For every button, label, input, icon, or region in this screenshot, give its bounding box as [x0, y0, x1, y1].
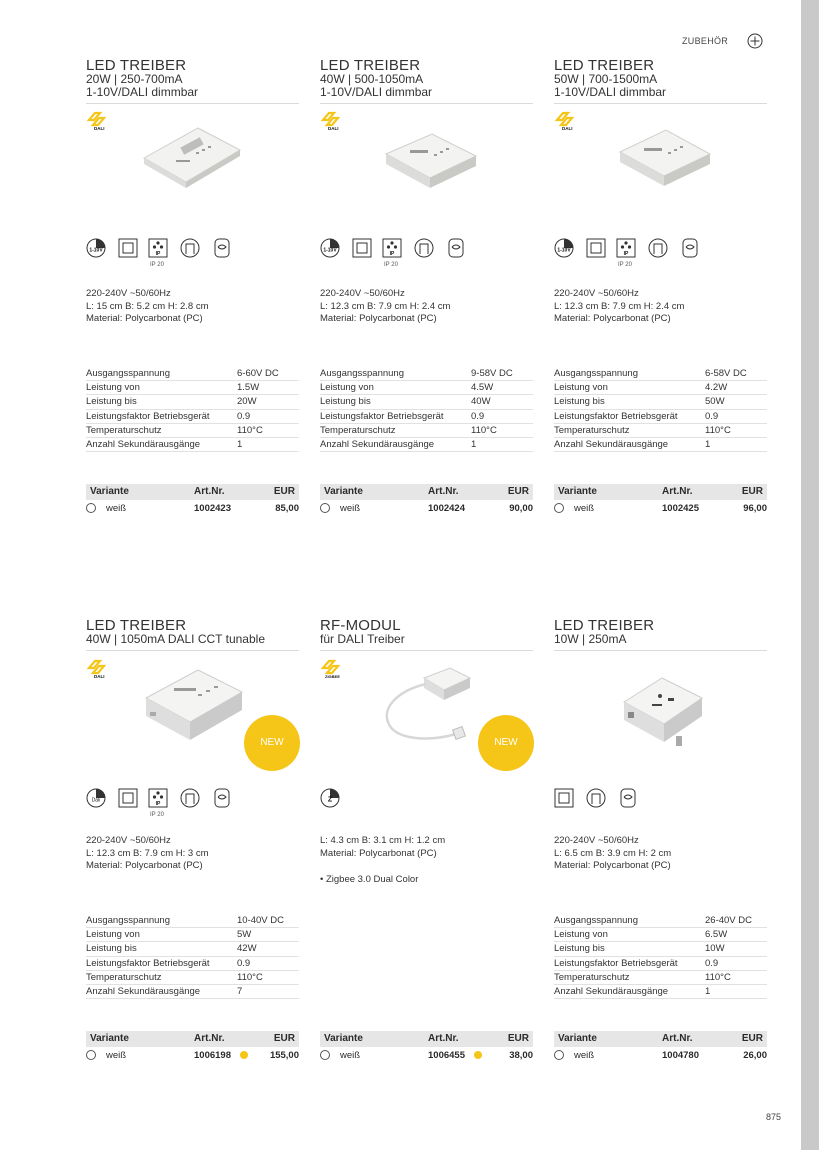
feature-icons — [86, 788, 299, 822]
variant-table — [86, 1031, 299, 1063]
spec-label: Leistung von — [554, 381, 705, 395]
spec-table — [86, 914, 299, 999]
spec-row — [320, 409, 533, 423]
spec-row — [320, 437, 533, 451]
product-card-1006455 — [320, 618, 533, 1068]
spec-label: Temperaturschutz — [86, 423, 237, 437]
desc-line: L: 12.3 cm B: 7.9 cm H: 2.4 cm — [554, 300, 685, 312]
spec-label: Anzahl Sekundärausgänge — [320, 437, 471, 451]
variant-radio[interactable] — [554, 503, 564, 513]
svg-text:IP: IP — [155, 251, 161, 257]
desc-line: 220-240V ~50/60Hz — [554, 835, 639, 846]
dali-logo-icon — [86, 656, 110, 680]
spec-row — [320, 423, 533, 437]
spec-label: Leistungsfaktor Betriebsgerät — [86, 409, 237, 423]
page-number: 875 — [766, 1112, 782, 1122]
spec-value: 0.9 — [237, 409, 299, 423]
variant-table-header — [554, 1031, 767, 1047]
spec-value: 7 — [237, 984, 299, 998]
new-indicator-dot — [474, 1051, 482, 1059]
product-title: LED TREIBER — [320, 57, 421, 74]
furniture-mount-icon — [180, 238, 200, 258]
art-header: Art.Nr. — [662, 1033, 693, 1044]
art-header: Art.Nr. — [428, 486, 459, 497]
feature-icons — [320, 238, 533, 272]
ip20-icon — [616, 238, 636, 258]
protection-class-icon — [118, 788, 138, 808]
spec-row — [320, 381, 533, 395]
spec-label: Ausgangsspannung — [86, 914, 237, 928]
page-edge-bar — [801, 0, 819, 1150]
spec-row — [86, 984, 299, 998]
product-description — [554, 288, 767, 326]
dali-logo-icon — [86, 108, 110, 132]
spec-row — [86, 956, 299, 970]
divider — [320, 103, 533, 104]
svg-text:Z: Z — [327, 796, 333, 804]
svg-text:DALI: DALI — [94, 674, 105, 679]
desc-line: 220-240V ~50/60Hz — [554, 288, 639, 299]
desc-line: Material: Polycarbonat (PC) — [554, 860, 671, 871]
desc-line: L: 6.5 cm B: 3.9 cm H: 2 cm — [554, 847, 672, 859]
svg-text:IP: IP — [623, 251, 629, 257]
variant-radio[interactable] — [320, 1050, 330, 1060]
spec-label: Anzahl Sekundärausgänge — [86, 984, 237, 998]
svg-text:DALI: DALI — [94, 126, 105, 131]
thermal-protection-icon — [618, 788, 638, 808]
spec-row — [554, 984, 767, 998]
thermal-protection-icon — [212, 788, 232, 808]
variant-row[interactable] — [554, 1047, 767, 1063]
spec-row — [86, 409, 299, 423]
spec-value: 1.5W — [237, 381, 299, 395]
desc-line: 220-240V ~50/60Hz — [320, 288, 405, 299]
spec-label: Leistung bis — [86, 395, 237, 409]
divider — [86, 103, 299, 104]
feature-icons — [86, 238, 299, 272]
variant-name: weiß — [574, 503, 595, 514]
spec-row — [86, 381, 299, 395]
protection-class-icon — [118, 238, 138, 258]
product-subtitle-2: 1-10V/DALI dimmbar — [554, 85, 667, 99]
spec-label: Anzahl Sekundärausgänge — [86, 437, 237, 451]
desc-line: Material: Polycarbonat (PC) — [554, 313, 671, 324]
spec-label: Ausgangsspannung — [320, 367, 471, 381]
driver-product-image — [380, 126, 480, 196]
variant-header: Variante — [324, 486, 363, 497]
product-title: LED TREIBER — [86, 57, 187, 74]
spec-table — [86, 367, 299, 452]
spec-label: Leistung bis — [554, 395, 705, 409]
desc-line: Material: Polycarbonat (PC) — [86, 313, 203, 324]
spec-value: 110°C — [237, 970, 299, 984]
spec-label: Temperaturschutz — [554, 970, 705, 984]
desc-line: Material: Polycarbonat (PC) — [320, 847, 437, 859]
variant-radio[interactable] — [86, 1050, 96, 1060]
spec-value: 0.9 — [237, 956, 299, 970]
section-label: ZUBEHÖR — [682, 36, 729, 46]
desc-line: L: 12.3 cm B: 7.9 cm H: 2.4 cm — [320, 300, 451, 312]
variant-header: Variante — [324, 1033, 363, 1044]
price: 90,00 — [509, 503, 533, 514]
protection-class-icon — [352, 238, 372, 258]
variant-row[interactable] — [86, 1047, 299, 1063]
art-header: Art.Nr. — [194, 486, 225, 497]
price: 38,00 — [509, 1050, 533, 1061]
variant-table — [86, 484, 299, 516]
thermal-protection-icon — [680, 238, 700, 258]
spec-label: Ausgangsspannung — [554, 367, 705, 381]
svg-text:1-10V: 1-10V — [89, 247, 103, 254]
variant-table-header — [320, 1031, 533, 1047]
feature-icons — [320, 788, 533, 822]
spec-row — [86, 942, 299, 956]
variant-radio[interactable] — [320, 503, 330, 513]
price: 155,00 — [269, 1050, 299, 1061]
variant-header: Variante — [558, 486, 597, 497]
spec-value: 42W — [237, 942, 299, 956]
spec-row — [554, 409, 767, 423]
spec-row — [86, 928, 299, 942]
art-header: Art.Nr. — [662, 486, 693, 497]
ip20-icon — [382, 238, 402, 258]
spec-value: 4.5W — [471, 381, 533, 395]
variant-table — [320, 484, 533, 516]
spec-value: 10-40V DC — [237, 914, 299, 928]
svg-text:DALI: DALI — [562, 126, 573, 131]
spec-row — [554, 437, 767, 451]
variant-table — [320, 1031, 533, 1063]
ip20-icon — [148, 788, 168, 808]
spec-label: Leistung bis — [320, 395, 471, 409]
dimmable-icon — [320, 238, 340, 258]
spec-row — [86, 367, 299, 381]
spec-row — [86, 437, 299, 451]
spec-value: 1 — [705, 437, 767, 451]
variant-header: Variante — [90, 486, 129, 497]
product-description — [320, 835, 533, 860]
variant-radio[interactable] — [86, 503, 96, 513]
article-number: 1002424 — [428, 503, 465, 514]
variant-row[interactable] — [554, 500, 767, 516]
desc-line: L: 4.3 cm B: 3.1 cm H: 1.2 cm — [320, 835, 446, 846]
product-subtitle: 40W | 1050mA DALI CCT tunable — [86, 632, 265, 646]
protection-class-icon — [554, 788, 574, 808]
product-card-1002424 — [320, 58, 533, 528]
dimmable-icon — [86, 788, 106, 808]
eur-header: EUR — [741, 486, 763, 497]
spec-value: 6-60V DC — [237, 367, 299, 381]
ip-rating-label: IP 20 — [150, 812, 164, 818]
divider — [554, 103, 767, 104]
new-badge: NEW — [244, 715, 300, 771]
desc-line: Material: Polycarbonat (PC) — [86, 860, 203, 871]
product-subtitle: 10W | 250mA — [554, 632, 627, 646]
eur-header: EUR — [507, 486, 529, 497]
spec-value: 1 — [705, 984, 767, 998]
divider — [554, 650, 767, 651]
variant-table-header — [554, 484, 767, 500]
spec-value: 1 — [471, 437, 533, 451]
art-header: Art.Nr. — [428, 1033, 459, 1044]
product-subtitle-2: 1-10V/DALI dimmbar — [320, 85, 433, 99]
product-subtitle: für DALI Treiber — [320, 632, 405, 646]
spec-row — [86, 914, 299, 928]
spec-value: 1 — [237, 437, 299, 451]
zigbee-logo-icon — [320, 656, 344, 680]
spec-value: 0.9 — [705, 409, 767, 423]
product-description — [86, 835, 299, 873]
eur-header: EUR — [507, 1033, 529, 1044]
desc-line: L: 15 cm B: 5.2 cm H: 2.8 cm — [86, 300, 209, 312]
spec-row — [554, 395, 767, 409]
ip-rating-label: IP 20 — [384, 262, 398, 268]
driver-product-image — [616, 662, 708, 754]
spec-value: 40W — [471, 395, 533, 409]
spec-value: 50W — [705, 395, 767, 409]
spec-row — [554, 970, 767, 984]
spec-table — [554, 367, 767, 452]
spec-label: Leistung von — [554, 928, 705, 942]
spec-row — [554, 914, 767, 928]
spec-value: 0.9 — [705, 956, 767, 970]
spec-label: Leistung von — [86, 928, 237, 942]
feature-icons — [554, 238, 767, 272]
new-badge: NEW — [478, 715, 534, 771]
spec-row — [554, 928, 767, 942]
spec-label: Temperaturschutz — [554, 423, 705, 437]
variant-table-header — [320, 484, 533, 500]
furniture-mount-icon — [586, 788, 606, 808]
eur-header: EUR — [273, 1033, 295, 1044]
spec-value: 5W — [237, 928, 299, 942]
eur-header: EUR — [741, 1033, 763, 1044]
price: 26,00 — [743, 1050, 767, 1061]
ip-rating-label: IP 20 — [150, 262, 164, 268]
spec-value: 6-58V DC — [705, 367, 767, 381]
protection-class-icon — [586, 238, 606, 258]
rf-module-product-image — [380, 662, 490, 762]
driver-product-image — [136, 120, 246, 190]
variant-row[interactable] — [320, 500, 533, 516]
variant-table — [554, 1031, 767, 1063]
article-number: 1006198 — [194, 1050, 231, 1061]
spec-label: Leistung bis — [554, 942, 705, 956]
spec-value: 6.5W — [705, 928, 767, 942]
svg-text:DALI: DALI — [328, 126, 339, 131]
ip20-icon — [148, 238, 168, 258]
svg-text:IP: IP — [389, 251, 395, 257]
variant-header: Variante — [90, 1033, 129, 1044]
plus-circle-icon[interactable] — [747, 33, 763, 49]
variant-table-header — [86, 484, 299, 500]
product-description — [86, 288, 299, 326]
spec-table — [320, 367, 533, 452]
svg-text:Dali: Dali — [91, 797, 101, 804]
variant-table — [554, 484, 767, 516]
desc-line: L: 12.3 cm B: 7.9 cm H: 3 cm — [86, 847, 209, 859]
variant-row[interactable] — [86, 500, 299, 516]
driver-product-image — [614, 122, 714, 194]
product-card-1004780 — [554, 618, 767, 1068]
feature-bullet: • Zigbee 3.0 Dual Color — [320, 874, 419, 885]
spec-value: 9-58V DC — [471, 367, 533, 381]
spec-value: 4.2W — [705, 381, 767, 395]
variant-table-header — [86, 1031, 299, 1047]
furniture-mount-icon — [180, 788, 200, 808]
article-number: 1002425 — [662, 503, 699, 514]
product-title: LED TREIBER — [554, 617, 655, 634]
spec-label: Leistung von — [320, 381, 471, 395]
variant-header: Variante — [558, 1033, 597, 1044]
eur-header: EUR — [273, 486, 295, 497]
spec-label: Anzahl Sekundärausgänge — [554, 984, 705, 998]
spec-value: 20W — [237, 395, 299, 409]
spec-label: Anzahl Sekundärausgänge — [554, 437, 705, 451]
variant-name: weiß — [106, 1050, 127, 1061]
spec-row — [554, 956, 767, 970]
spec-label: Leistungsfaktor Betriebsgerät — [554, 956, 705, 970]
product-card-1002425 — [554, 58, 767, 528]
furniture-mount-icon — [414, 238, 434, 258]
article-number: 1002423 — [194, 503, 231, 514]
product-card-1002423 — [86, 58, 299, 528]
svg-text:ZIGBEE: ZIGBEE — [325, 674, 340, 679]
price: 85,00 — [275, 503, 299, 514]
spec-label: Ausgangsspannung — [554, 914, 705, 928]
spec-row — [86, 395, 299, 409]
furniture-mount-icon — [648, 238, 668, 258]
product-card-1006198 — [86, 618, 299, 1068]
art-header: Art.Nr. — [194, 1033, 225, 1044]
variant-name: weiß — [106, 503, 127, 514]
spec-value: 110°C — [471, 423, 533, 437]
dimmable-icon — [86, 238, 106, 258]
spec-value: 0.9 — [471, 409, 533, 423]
spec-label: Leistungsfaktor Betriebsgerät — [320, 409, 471, 423]
svg-text:1-10V: 1-10V — [323, 247, 337, 254]
desc-line: 220-240V ~50/60Hz — [86, 835, 171, 846]
desc-line: 220-240V ~50/60Hz — [86, 288, 171, 299]
spec-label: Leistungsfaktor Betriebsgerät — [554, 409, 705, 423]
thermal-protection-icon — [212, 238, 232, 258]
spec-row — [554, 367, 767, 381]
product-description — [554, 835, 767, 873]
spec-value: 26-40V DC — [705, 914, 767, 928]
product-title: LED TREIBER — [86, 617, 187, 634]
spec-row — [320, 395, 533, 409]
new-indicator-dot — [240, 1051, 248, 1059]
article-number: 1004780 — [662, 1050, 699, 1061]
spec-row — [86, 970, 299, 984]
product-subtitle: 20W | 250-700mA — [86, 72, 183, 86]
product-description — [320, 288, 533, 326]
spec-value: 110°C — [705, 423, 767, 437]
product-title: LED TREIBER — [554, 57, 655, 74]
thermal-protection-icon — [446, 238, 466, 258]
product-subtitle-2: 1-10V/DALI dimmbar — [86, 85, 199, 99]
spec-label: Ausgangsspannung — [86, 367, 237, 381]
dali-logo-icon — [554, 108, 578, 132]
spec-label: Leistung von — [86, 381, 237, 395]
spec-label: Leistungsfaktor Betriebsgerät — [86, 956, 237, 970]
zigbee-icon — [320, 788, 340, 808]
feature-icons — [554, 788, 767, 822]
variant-name: weiß — [340, 1050, 361, 1061]
product-title: RF-MODUL — [320, 617, 401, 634]
spec-row — [554, 381, 767, 395]
product-subtitle: 50W | 700-1500mA — [554, 72, 658, 86]
divider — [86, 650, 299, 651]
price: 96,00 — [743, 503, 767, 514]
spec-value: 10W — [705, 942, 767, 956]
spec-table — [554, 914, 767, 999]
dimmable-icon — [554, 238, 574, 258]
variant-row[interactable] — [320, 1047, 533, 1063]
ip-rating-label: IP 20 — [618, 262, 632, 268]
spec-label: Leistung bis — [86, 942, 237, 956]
driver-product-image — [138, 664, 250, 746]
spec-value: 110°C — [705, 970, 767, 984]
divider — [320, 650, 533, 651]
svg-text:1-10V: 1-10V — [557, 247, 571, 254]
spec-row — [554, 423, 767, 437]
variant-radio[interactable] — [554, 1050, 564, 1060]
article-number: 1006455 — [428, 1050, 465, 1061]
spec-row — [86, 423, 299, 437]
spec-row — [554, 942, 767, 956]
spec-value: 110°C — [237, 423, 299, 437]
variant-name: weiß — [340, 503, 361, 514]
variant-name: weiß — [574, 1050, 595, 1061]
spec-label: Temperaturschutz — [320, 423, 471, 437]
dali-logo-icon — [320, 108, 344, 132]
product-subtitle: 40W | 500-1050mA — [320, 72, 424, 86]
spec-row — [320, 367, 533, 381]
spec-label: Temperaturschutz — [86, 970, 237, 984]
svg-text:IP: IP — [155, 801, 161, 807]
desc-line: Material: Polycarbonat (PC) — [320, 313, 437, 324]
